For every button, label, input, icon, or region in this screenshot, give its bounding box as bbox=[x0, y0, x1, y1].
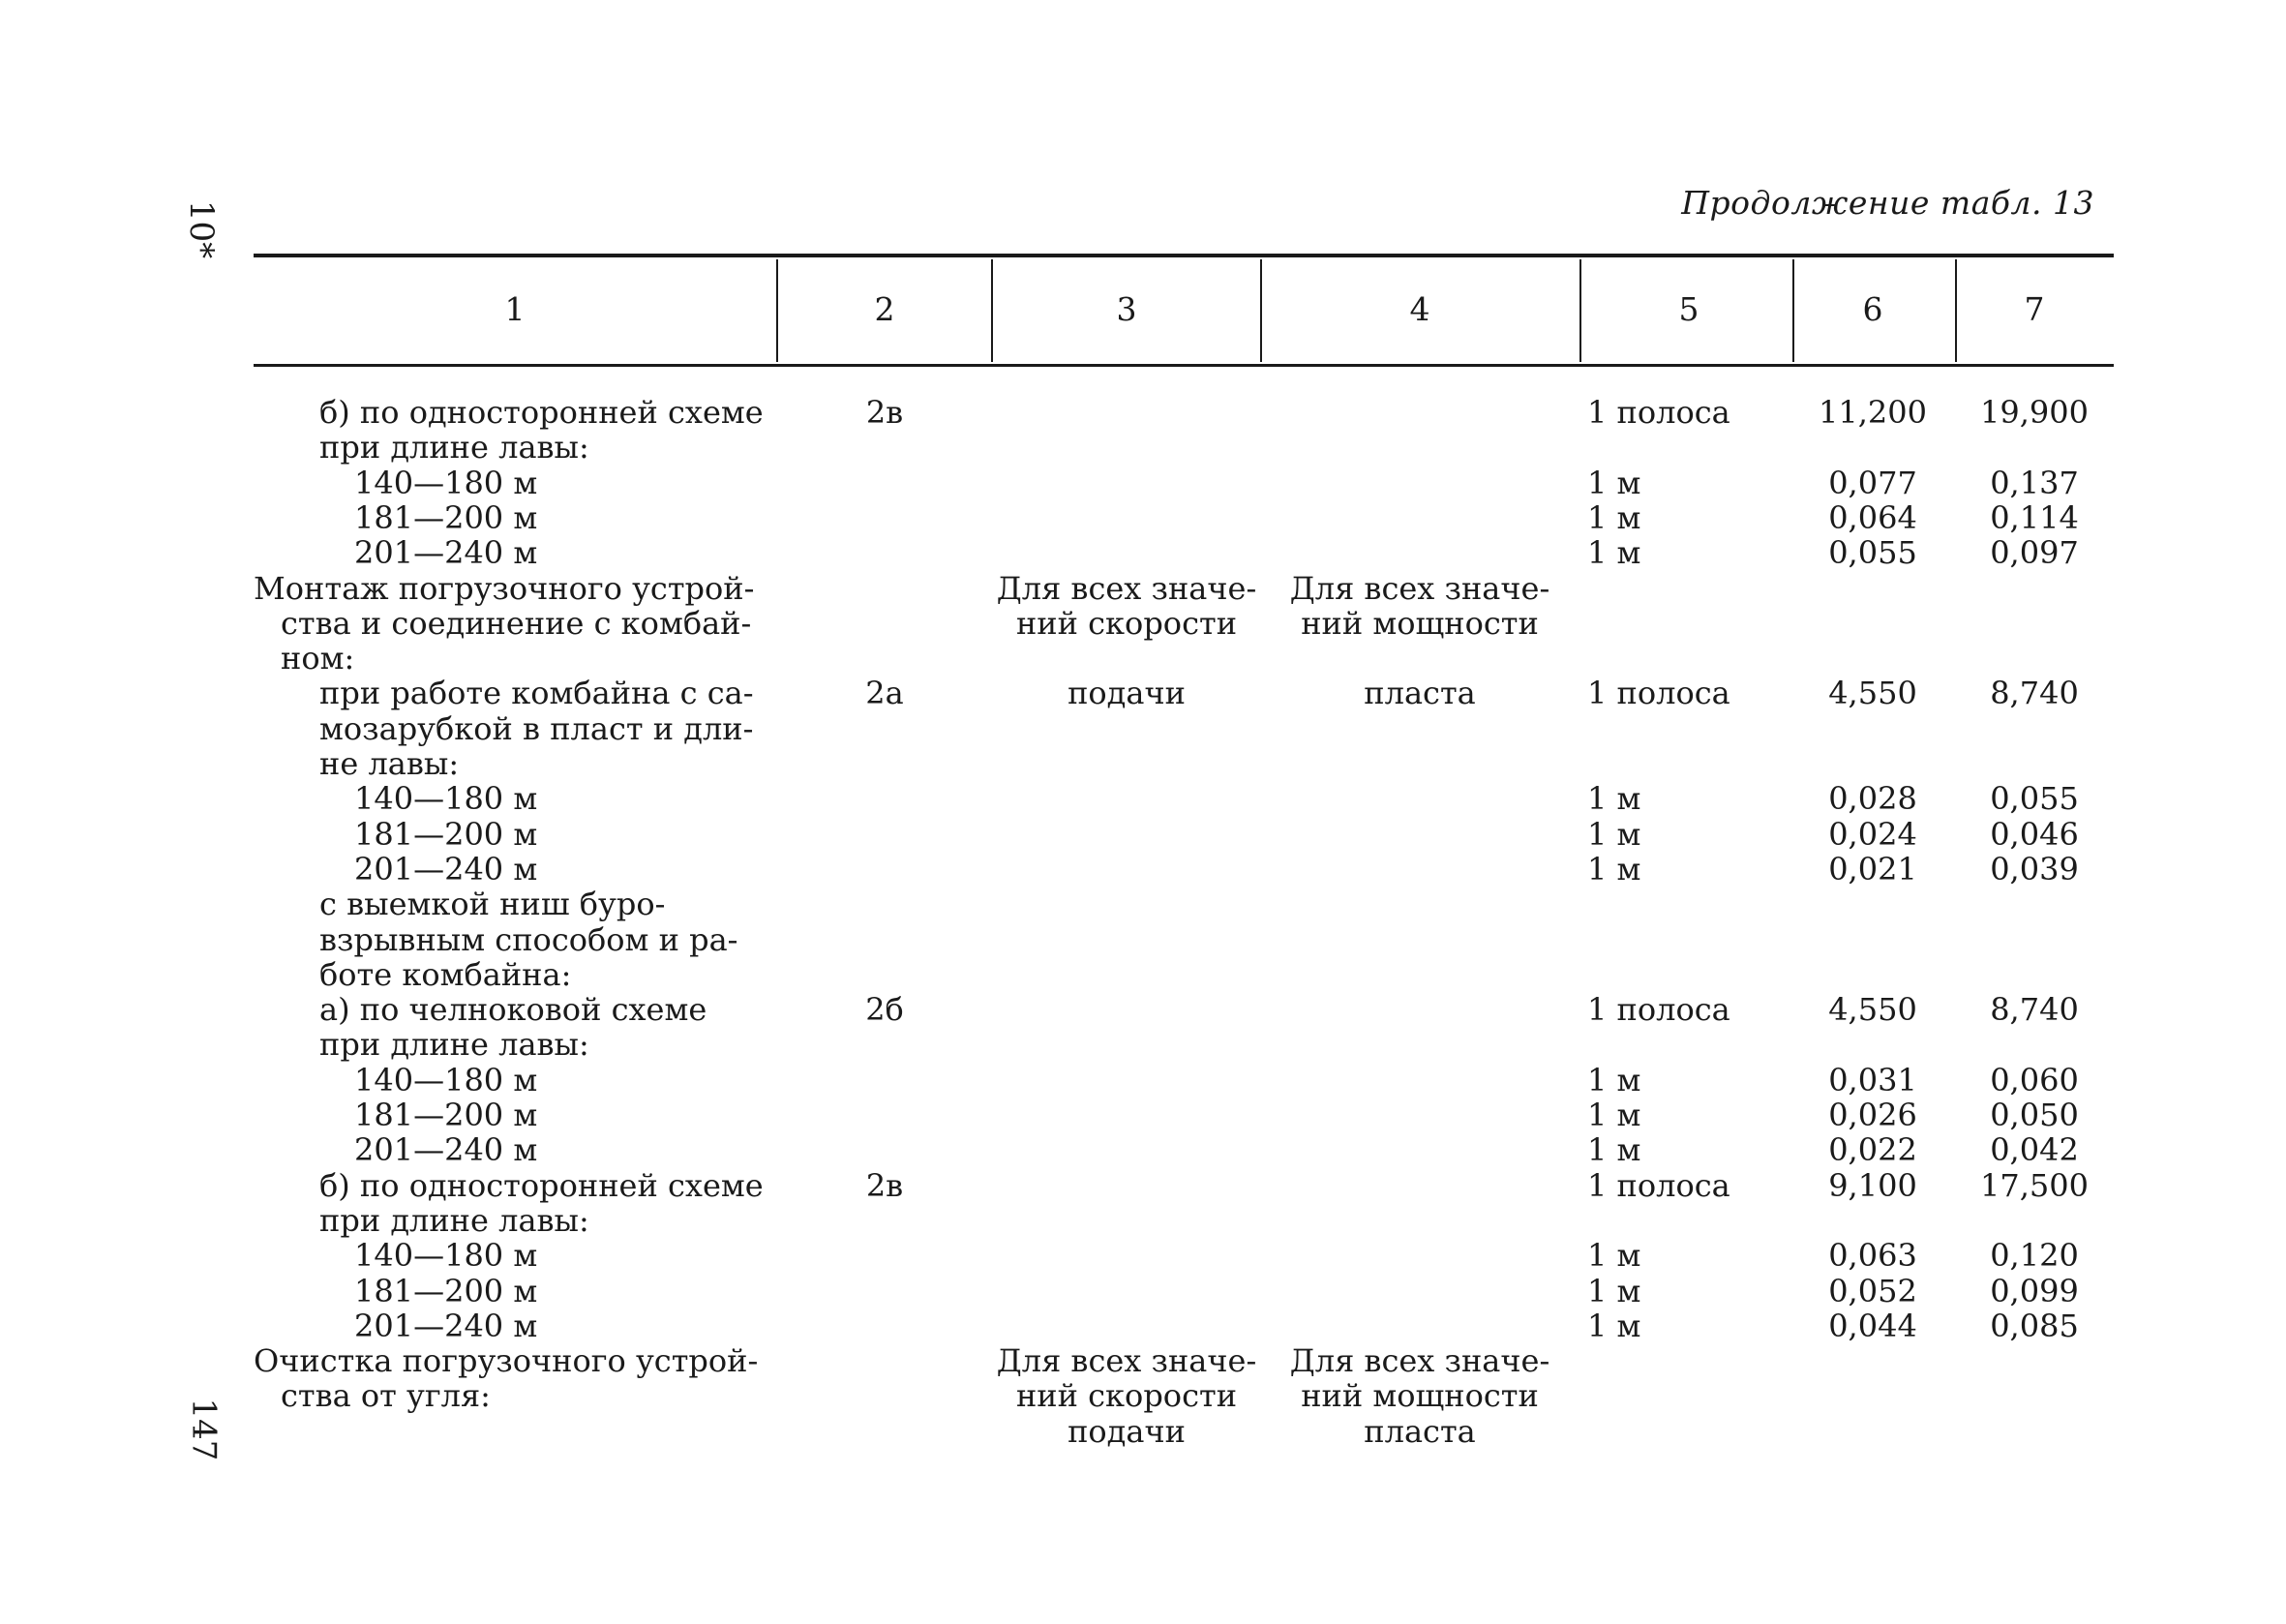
table-cell-col4: ний мощности bbox=[1301, 605, 1539, 642]
table-cell-col6: 0,028 bbox=[1828, 780, 1917, 817]
column-number-1: 1 bbox=[504, 290, 526, 328]
table-cell-col1: 181—200 м bbox=[354, 1097, 538, 1133]
table-cell-col5: 1 м bbox=[1587, 1273, 1641, 1309]
table-cell-col1: ном: bbox=[281, 640, 355, 677]
table-cell-col1: б) по односторонней схеме bbox=[319, 394, 764, 431]
table-cell-col7: 0,046 bbox=[1990, 816, 2079, 853]
table-cell-col1: 140—180 м bbox=[354, 465, 538, 501]
column-divider bbox=[1579, 259, 1581, 362]
table-cell-col1: Очистка погрузочного устрой- bbox=[254, 1342, 759, 1379]
table-cell-col7: 0,120 bbox=[1990, 1237, 2079, 1274]
table-cell-col6: 0,063 bbox=[1828, 1237, 1917, 1274]
table-cell-col5: 1 полоса bbox=[1587, 394, 1730, 431]
page-number: 147 bbox=[184, 1398, 224, 1461]
table-cell-col1: при длине лавы: bbox=[319, 1026, 589, 1063]
table-cell-col4: Для всех значе- bbox=[1289, 570, 1550, 607]
table-cell-col1: а) по челноковой схеме bbox=[319, 991, 707, 1028]
table-cell-col7: 0,055 bbox=[1990, 780, 2079, 817]
column-number-5: 5 bbox=[1678, 290, 1699, 328]
table-cell-col5: 1 м bbox=[1587, 1097, 1641, 1133]
table-cell-col2: 2б bbox=[865, 991, 904, 1028]
table-cell-col6: 0,064 bbox=[1828, 499, 1917, 536]
table-cell-col6: 0,026 bbox=[1828, 1097, 1917, 1133]
table-cell-col5: 1 м bbox=[1587, 851, 1641, 887]
table-cell-col7: 0,099 bbox=[1990, 1273, 2079, 1309]
table-cell-col1: б) по односторонней схеме bbox=[319, 1167, 764, 1204]
table-cell-col1: мозарубкой в пласт и дли- bbox=[319, 710, 754, 747]
table-cell-col1: не лавы: bbox=[319, 745, 460, 782]
table-cell-col7: 17,500 bbox=[1980, 1167, 2089, 1204]
table-cell-col7: 0,039 bbox=[1990, 851, 2079, 887]
table-cell-col1: взрывным способом и ра- bbox=[319, 921, 738, 958]
table-cell-col7: 0,085 bbox=[1990, 1308, 2079, 1344]
table-cell-col4: Для всех значе- bbox=[1289, 1342, 1550, 1379]
table-cell-col1: при длине лавы: bbox=[319, 1202, 589, 1239]
table-cell-col6: 0,044 bbox=[1828, 1308, 1917, 1344]
table-cell-col3: ний скорости bbox=[1015, 605, 1238, 642]
table-cell-col1: 140—180 м bbox=[354, 780, 538, 817]
table-cell-col7: 0,042 bbox=[1990, 1131, 2079, 1168]
table-cell-col1: 201—240 м bbox=[354, 851, 538, 887]
column-number-4: 4 bbox=[1409, 290, 1430, 328]
table-cell-col5: 1 полоса bbox=[1587, 1167, 1730, 1204]
table-cell-col6: 0,077 bbox=[1828, 465, 1917, 501]
column-number-6: 6 bbox=[1862, 290, 1883, 328]
table-cell-col6: 11,200 bbox=[1819, 394, 1927, 431]
table-cell-col1: 140—180 м bbox=[354, 1062, 538, 1098]
table-cell-col1: с выемкой ниш буро- bbox=[319, 886, 666, 922]
table-cell-col1: ства и соединение с комбай- bbox=[281, 605, 752, 642]
table-cell-col3: Для всех значе- bbox=[996, 1342, 1257, 1379]
table-cell-col5: 1 м bbox=[1587, 499, 1641, 536]
table-cell-col6: 0,021 bbox=[1828, 851, 1917, 887]
table-cell-col1: боте комбайна: bbox=[319, 956, 572, 993]
table-cell-col5: 1 м bbox=[1587, 1237, 1641, 1274]
table-cell-col1: 181—200 м bbox=[354, 1273, 538, 1309]
table-cell-col6: 0,052 bbox=[1828, 1273, 1917, 1309]
table-cell-col6: 0,024 bbox=[1828, 816, 1917, 853]
table-cell-col3: ний скорости bbox=[1015, 1377, 1238, 1414]
table-continuation-caption: Продолжение табл. 13 bbox=[1681, 184, 2094, 222]
table-cell-col6: 0,031 bbox=[1828, 1062, 1917, 1098]
table-cell-col2: 2в bbox=[865, 394, 904, 431]
table-cell-col6: 4,550 bbox=[1828, 675, 1917, 711]
table-cell-col6: 4,550 bbox=[1828, 991, 1917, 1028]
table-cell-col3: подачи bbox=[1068, 675, 1186, 711]
table-cell-col1: при работе комбайна с са- bbox=[319, 675, 754, 711]
table-cell-col5: 1 м bbox=[1587, 816, 1641, 853]
table-cell-col5: 1 м bbox=[1587, 1131, 1641, 1168]
table-cell-col3: подачи bbox=[1068, 1413, 1186, 1450]
table-cell-col1: 181—200 м bbox=[354, 499, 538, 536]
table-cell-col7: 19,900 bbox=[1980, 394, 2089, 431]
table-cell-col5: 1 полоса bbox=[1587, 675, 1730, 711]
table-cell-col1: 181—200 м bbox=[354, 816, 538, 853]
table-cell-col7: 0,050 bbox=[1990, 1097, 2079, 1133]
table-cell-col5: 1 м bbox=[1587, 780, 1641, 817]
table-cell-col2: 2а bbox=[865, 675, 904, 711]
table-cell-col5: 1 м bbox=[1587, 1062, 1641, 1098]
table-cell-col1: 201—240 м bbox=[354, 1308, 538, 1344]
table-cell-col5: 1 м bbox=[1587, 1308, 1641, 1344]
page-signature-mark: 10* bbox=[182, 199, 222, 259]
table-cell-col1: 140—180 м bbox=[354, 1237, 538, 1274]
table-cell-col7: 0,114 bbox=[1990, 499, 2079, 536]
table-cell-col1: ства от угля: bbox=[281, 1377, 491, 1414]
table-cell-col6: 9,100 bbox=[1828, 1167, 1917, 1204]
table-top-rule bbox=[254, 254, 2114, 257]
table-cell-col7: 0,097 bbox=[1990, 534, 2079, 571]
table-cell-col5: 1 м bbox=[1587, 534, 1641, 571]
column-number-2: 2 bbox=[874, 290, 895, 328]
table-cell-col3: Для всех значе- bbox=[996, 570, 1257, 607]
table-cell-col1: при длине лавы: bbox=[319, 429, 589, 466]
table-cell-col6: 0,022 bbox=[1828, 1131, 1917, 1168]
table-cell-col5: 1 полоса bbox=[1587, 991, 1730, 1028]
column-number-7: 7 bbox=[2024, 290, 2045, 328]
table-cell-col7: 8,740 bbox=[1990, 991, 2079, 1028]
table-cell-col4: ний мощности bbox=[1301, 1377, 1539, 1414]
table-cell-col1: 201—240 м bbox=[354, 534, 538, 571]
table-cell-col2: 2в bbox=[865, 1167, 904, 1204]
table-cell-col5: 1 м bbox=[1587, 465, 1641, 501]
table-cell-col4: пласта bbox=[1364, 675, 1476, 711]
table-cell-col6: 0,055 bbox=[1828, 534, 1917, 571]
table-cell-col7: 8,740 bbox=[1990, 675, 2079, 711]
table-cell-col1: 201—240 м bbox=[354, 1131, 538, 1168]
table-cell-col7: 0,137 bbox=[1990, 465, 2079, 501]
table-header-rule bbox=[254, 364, 2114, 367]
table-cell-col7: 0,060 bbox=[1990, 1062, 2079, 1098]
table-cell-col1: Монтаж погрузочного устрой- bbox=[254, 570, 755, 607]
table-cell-col4: пласта bbox=[1364, 1413, 1476, 1450]
column-number-3: 3 bbox=[1116, 290, 1137, 328]
